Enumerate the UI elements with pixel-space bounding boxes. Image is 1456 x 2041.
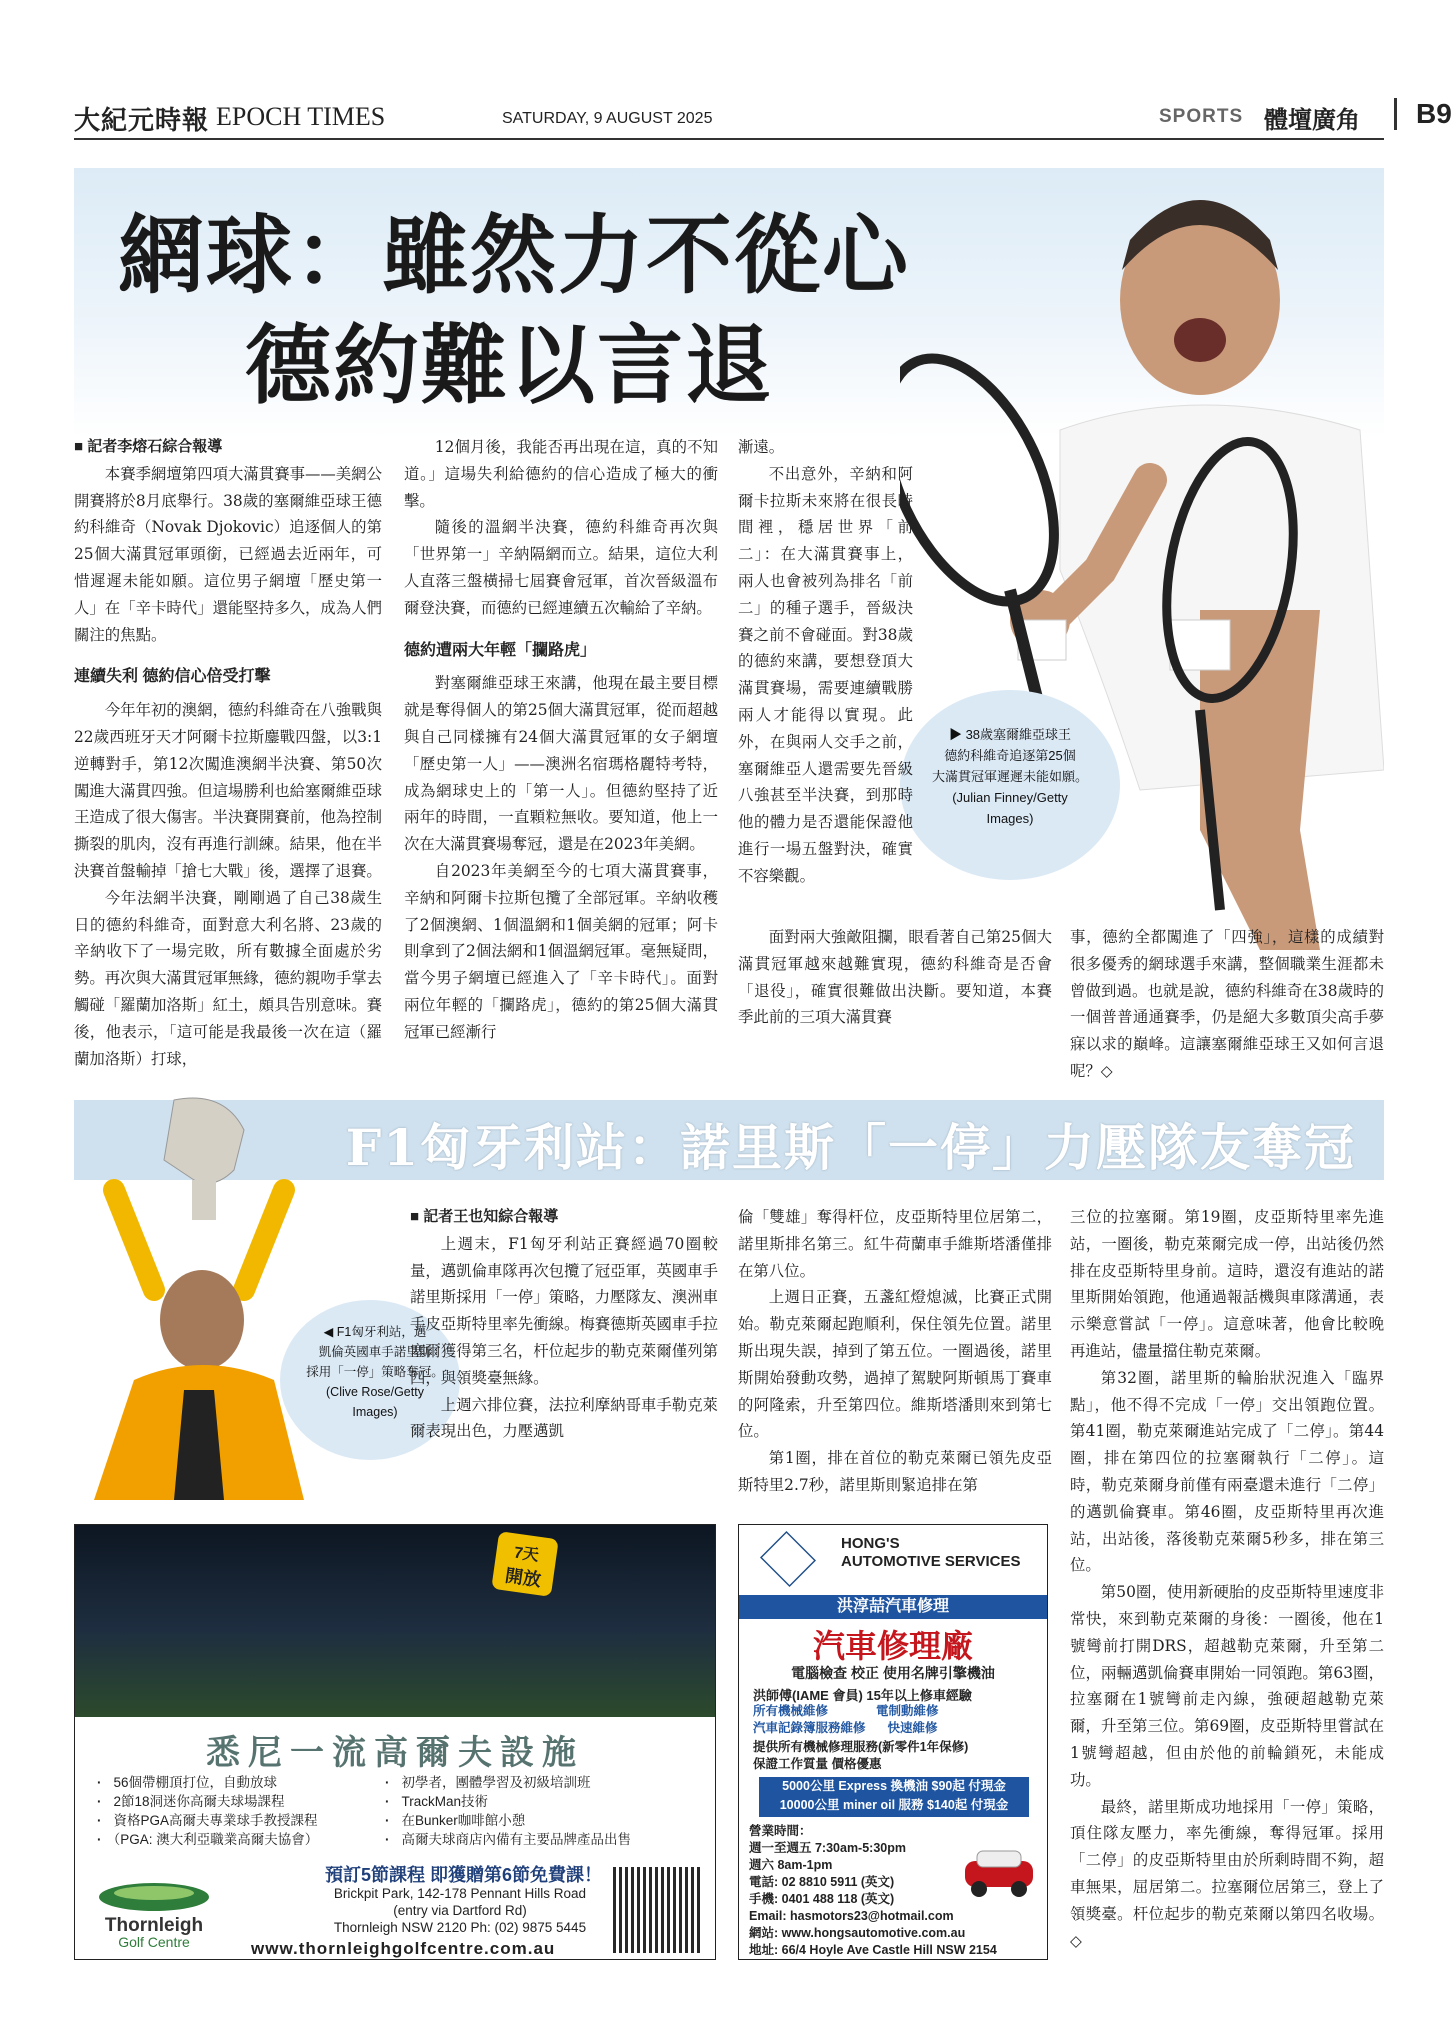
paragraph: 不出意外，辛納和阿爾卡拉斯未來將在很長時間裡，穩居世界「前二」：在大滿貫賽事上，兩人也會被列為排名「前二」的種子選手，晉級決賽之前不會碰面。對38歲的德約來講，要想登頂大滿貫賽場，需要連續戰勝兩人才能得以實現。此外，在與兩人交手之前，塞爾維亞人還需要先晉級八強甚至半決賽，到那時他的體力是否還能保證他進行一場五盤對決，確實不容樂觀。 xyxy=(738,464,913,885)
auto-experience: 洪師傅(IAME 會員) 15年以上修車經驗 xyxy=(753,1688,972,1703)
caption-credit: Images) xyxy=(986,811,1034,826)
caption-credit: (Julian Finney/Getty xyxy=(952,790,1068,805)
f1-column-3 xyxy=(1070,1204,1384,1954)
paragraph: 三位的拉塞爾。第19圈，皮亞斯特里率先進站，一圈後，勒克萊爾完成一停，出站後仍然排在皮亞斯特里身前。這時，還沒有進站的諾里斯開始領跑，他通過報話機與車隊溝通，表示樂意嘗試「一停」。這意味著，他會比較晚再進站，儘量擋住勒克萊爾。 xyxy=(1070,1208,1384,1360)
caption-credit: (Clive Rose/Getty xyxy=(326,1385,424,1399)
brand-line: HONG'S xyxy=(841,1535,900,1552)
qr-code-icon[interactable] xyxy=(613,1867,703,1953)
golf-features-left xyxy=(97,1773,318,1849)
hours-heading: 營業時間： xyxy=(749,1824,812,1838)
section-cn: 體壇廣角 xyxy=(1264,105,1360,134)
bullet-item: 快速維修 xyxy=(887,1721,938,1735)
auto-name-en xyxy=(841,1535,1020,1571)
promo-line: 10000公里 miner oil 服務 $140起 付現金 xyxy=(779,1798,1009,1812)
logo-text: Thornleigh xyxy=(104,1915,204,1936)
auto-bullets xyxy=(753,1703,1061,1737)
tennis-column-3b xyxy=(738,924,1052,1031)
page-number: B9 xyxy=(1416,98,1452,129)
paragraph: 12個月後，我能否再出現在這，真的不知道。」這場失利給德約的信心造成了極大的衝擊。 xyxy=(404,438,718,510)
caption-line: ▶ 38歲塞爾維亞球王 xyxy=(948,727,1072,742)
brand-line: AUTOMOTIVE SERVICES xyxy=(841,1553,1021,1570)
tennis-column-2 xyxy=(404,434,718,1046)
paragraph: 第50圈，使用新硬胎的皮亞斯特里速度非常快，來到勒克萊爾的身後：一圈後，他在1號彎前打開DRS，超越勒克萊爾，升至第二位，兩輛邁凱倫賽車開始一同領跑。第63圈，拉塞爾在1號彎前走內線，強硬超越勒克萊爾，升至第三位。第69圈，皮亞斯特里嘗試在1號彎超越，但由於他的前輪鎖死，未能成功。 xyxy=(1070,1583,1384,1789)
paragraph: 面對兩大強敵阻攔，眼看著自己第25個大滿貫冠軍越來越難實現，德約科維奇是否會「退役」，確實很難做出決斷。要知道，本賽季此前的三項大滿貫賽 xyxy=(738,928,1052,1027)
promo-line: 5000公里 Express 換機油 $90起 付現金 xyxy=(782,1779,1006,1793)
auto-service-note xyxy=(753,1739,1061,1773)
paragraph: 上週末，F1匈牙利站正賽經過70圈較量，邁凱倫車隊再次包攬了冠亞軍，英國車手諾里斯採用「一停」策略，力壓隊友、澳洲車手皮亞斯特里率先衝線。梅賽德斯英國車手拉塞爾獲得第三名，杆位起步的勒克萊爾僅列第四，與領獎臺無緣。 xyxy=(410,1234,718,1387)
paragraph: 今年年初的澳網，德約科維奇在八強戰與22歲西班牙天才阿爾卡拉斯鏖戰四盤，以3:1逆轉對手，第12次闖進澳網半決賽、第50次闖進大滿貫四強。但這場勝利也給塞爾維亞球王造成了很大傷害。半決賽開賽前，他為控制撕裂的肌肉，沒有再進行訓練。結果，他在半決賽首盤輸掉「搶七大戰」後，選擇了退賽。 xyxy=(74,701,382,880)
paragraph: 上週日正賽，五盞紅燈熄滅，比賽正式開始。勒克萊爾起跑順利，保住領先位置。諾里斯出現失誤，掉到了第五位。一圈過後，諾里斯開始發動攻勢，過掉了駕駛阿斯頓馬丁賽車的阿隆索，升至第四位。維斯塔潘則來到第七位。 xyxy=(738,1288,1052,1441)
golf-centre-ad[interactable] xyxy=(74,1524,716,1960)
tennis-headline-line2: 德約難以言退 xyxy=(245,315,773,416)
f1-byline: ■ 記者王也知綜合報導 xyxy=(410,1208,559,1225)
bullet-item: 汽車記錄簿服務維修 xyxy=(753,1721,866,1735)
golf-range-photo xyxy=(75,1525,715,1717)
paragraph: 對塞爾維亞球王來講，他現在最主要目標就是奪得個人的第25個大滿貫冠軍，從而超越與自己同樣擁有24個大滿貫冠軍的女子網壇「歷史第一人」——澳洲名宿瑪格麗特考特，成為網球史上的「第一人」。但德約堅持了近兩年的時間，一直顆粒無收。要知道，他上一次在大滿貫賽場奪冠，還是在2023年美網。 xyxy=(404,674,718,854)
golf-address xyxy=(325,1885,595,1936)
paragraph: 最終，諾里斯成功地採用「一停」策略，頂住隊友壓力，率先衝線，奪得冠軍。採用「二停」的皮亞斯特里由於所剩時間不夠，超車無果，屈居第二。拉塞爾位居第三，登上了領獎臺。杆位起步的勒克萊爾以第四名收場。◇ xyxy=(1070,1797,1384,1950)
paragraph: 漸遠。 xyxy=(738,438,785,456)
website-line: 網站: www.hongsautomotive.com.au xyxy=(749,1926,966,1940)
caption-line: 德約科維奇追逐第25個 xyxy=(944,748,1076,763)
golf-features-right xyxy=(385,1773,631,1849)
f1-column-1 xyxy=(410,1204,718,1445)
mobile-line: 手機: 0401 488 118 (英文) xyxy=(749,1892,895,1906)
hours-line: 週六 8am-1pm xyxy=(749,1858,833,1872)
feature-item: · 初學者，團體學習及初級培訓班 xyxy=(385,1773,631,1792)
feature-item: · TrackMan技術 xyxy=(385,1792,631,1811)
paragraph: 倫「雙雄」奪得杆位，皮亞斯特里位居第二，諾里斯排名第三。紅牛荷蘭車手維斯塔潘僅排在第八位。 xyxy=(738,1208,1052,1280)
paragraph: 上週六排位賽，法拉利摩納哥車手勒克萊爾表現出色，力壓邁凱 xyxy=(410,1395,718,1441)
feature-item: · 在Bunker咖啡館小憩 xyxy=(385,1811,631,1830)
masthead-logo-cn: 大紀元時報 xyxy=(74,106,210,136)
tennis-column-1 xyxy=(74,434,382,1072)
auto-name-cn: 洪淳喆汽車修理 xyxy=(739,1595,1047,1619)
paragraph: 自2023年美網至今的七項大滿貫賽事，辛納和阿爾卡拉斯包攬了全部冠軍。辛納收穫了2個澳網、1個溫網和1個美網的冠軍；阿卡則拿到了2個法網和1個溫網冠軍。毫無疑問，當今男子網壇已經進入了「辛卡時代」。面對兩位年輕的「攔路虎」，德約的第25個大滿貫冠軍已經漸行 xyxy=(404,861,718,1041)
address-line: (entry via Dartford Rd) xyxy=(393,1903,527,1918)
hongs-logo-icon xyxy=(760,1531,816,1587)
feature-item: · 2節18洞迷你高爾夫球場課程 xyxy=(97,1792,318,1811)
bullet-item: 電制動維修 xyxy=(876,1704,939,1718)
auto-service-ad[interactable] xyxy=(738,1524,1048,1960)
masthead xyxy=(74,96,1452,140)
car-icon xyxy=(959,1843,1039,1903)
caption-credit: Images) xyxy=(352,1405,398,1419)
feature-item: · （PGA: 澳大利亞職業高爾夫協會） xyxy=(97,1830,318,1849)
masthead-divider xyxy=(1394,98,1397,130)
caption-line: 凱倫英國車手諾里斯 xyxy=(318,1345,432,1359)
caption-line: ◀ F1匈牙利站，邁 xyxy=(323,1325,427,1339)
feature-item: · 56個帶棚頂打位，自動放球 xyxy=(97,1773,318,1792)
paragraph: 本賽季網壇第四項大滿貫賽事——美網公開賽將於8月底舉行。38歲的塞爾維亞球王德約科維奇（Novak Djokovic）追逐個人的第25個大滿貫冠軍頭銜，已經過去近兩年，可惜遲遲未能如願。這位男子網壇「歷史第一人」在「辛卡時代」還能堅持多久，成為人們關注的焦點。 xyxy=(74,464,382,644)
email-line: Email: hasmotors23@hotmail.com xyxy=(749,1909,954,1923)
f1-driver-photo xyxy=(74,1090,324,1500)
f1-column-2 xyxy=(738,1204,1052,1499)
feature-item: · 高爾夫球商店內備有主要品牌產品出售 xyxy=(385,1830,631,1849)
paragraph: 第1圈，排在首位的勒克萊爾已領先皮亞斯特里2.7秒，諾里斯則緊追排在第 xyxy=(738,1449,1052,1494)
paragraph: 事，德約全都闖進了「四強」，這樣的成績對很多優秀的網球選手來講，整個職業生涯都未曾做到過。也就是說，德約科維奇在38歲時的一個普普通通賽季，仍是絕大多數頂尖高手夢寐以求的巔峰。這讓塞爾維亞球王又如何言退呢？◇ xyxy=(1070,928,1384,1080)
address-line: Thornleigh NSW 2120 Ph: (02) 9875 5445 xyxy=(333,1920,587,1935)
golf-ad-title: 悉尼一流高爾夫設施 xyxy=(206,1733,584,1773)
caption-line: 採用「一停」策略奪冠。 xyxy=(306,1365,444,1379)
open-7-days-badge xyxy=(491,1531,558,1597)
paragraph: 今年法網半決賽，剛剛過了自己38歲生日的德約科維奇，面對意大利名將、23歲的辛納收下了一場完敗，所有數據全面處於劣勢。再次與大滿貫冠軍無緣，德約親吻手掌去觸碰「羅蘭加洛斯」紅土，頗具告別意味。賽後，他表示，「這可能是我最後一次在這（羅蘭加洛斯）打球， xyxy=(74,888,382,1068)
bullet-item: 所有機械維修 xyxy=(753,1704,829,1718)
issue-date: SATURDAY, 9 AUGUST 2025 xyxy=(502,110,713,127)
tennis-column-3a xyxy=(738,434,913,890)
f1-headline: F1匈牙利站：諾里斯「一停」力壓隊友奪冠 xyxy=(345,1118,1356,1177)
badge-text: 開放 xyxy=(503,1565,543,1591)
subheading: 連續失利 德約信心倍受打擊 xyxy=(74,668,271,686)
auto-subtitle: 電腦檢查 校正 使用名牌引擎機油 xyxy=(791,1665,995,1681)
phone-line: 電話: 02 8810 5911 (英文) xyxy=(749,1875,895,1889)
masthead-logo-en: EPOCH TIMES xyxy=(216,102,386,131)
service-line: 保證工作質量 價格優惠 xyxy=(753,1757,882,1771)
address-line: 地址: 66/4 Hoyle Ave Castle Hill NSW 2154 xyxy=(749,1943,997,1957)
address-line: Brickpit Park, 142-178 Pennant Hills Road xyxy=(333,1886,587,1901)
tennis-headline-line1: 網球：雖然力不從心 xyxy=(118,205,910,306)
feature-item: · 資格PGA高爾夫專業球手教授課程 xyxy=(97,1811,318,1830)
subheading: 德約遭兩大年輕「攔路虎」 xyxy=(404,641,597,659)
logo-text: Golf Centre xyxy=(118,1934,190,1949)
service-line: 提供所有機械修理服務(新零件1年保修) xyxy=(753,1740,969,1754)
golf-website-link[interactable]: www.thornleighgolfcentre.com.au xyxy=(251,1939,556,1958)
golf-booking-offer: 預訂5節課程 即獲贈第6節免費課！ xyxy=(325,1865,603,1885)
badge-text: 7天 xyxy=(512,1544,540,1565)
tennis-column-4 xyxy=(1070,924,1384,1085)
thornleigh-logo xyxy=(89,1879,219,1949)
section-en: SPORTS xyxy=(1159,106,1244,127)
caption-line: 大滿貫冠軍遲遲未能如願。 xyxy=(931,769,1088,784)
paragraph: 隨後的溫網半決賽，德約科維奇再次與「世界第一」辛納隔網而立。結果，這位大利人直落三盤橫掃七屆賽會冠軍，首次晉級溫布爾登決賽，而德約已經連續五次輸給了辛納。 xyxy=(404,518,718,617)
tennis-photo-caption xyxy=(900,724,1120,829)
auto-promo-box xyxy=(759,1777,1029,1817)
auto-title: 汽車修理廠 xyxy=(812,1627,973,1665)
tennis-byline: ■ 記者李熔石綜合報導 xyxy=(74,438,223,455)
hours-line: 週一至週五 7:30am-5:30pm xyxy=(749,1841,906,1855)
paragraph: 第32圈，諾里斯的輪胎狀況進入「臨界點」，他不得不完成「一停」交出領跑位置。第41圈，勒克萊爾進站完成了「二停」。第44圈，排在第四位的拉塞爾執行「二停」。這時，勒克萊爾身前僅有兩臺還未進行「二停」的邁凱倫賽車。第46圈，皮亞斯特里再次進站，出站後，落後勒克萊爾5秒多，排在第三位。 xyxy=(1070,1368,1384,1575)
